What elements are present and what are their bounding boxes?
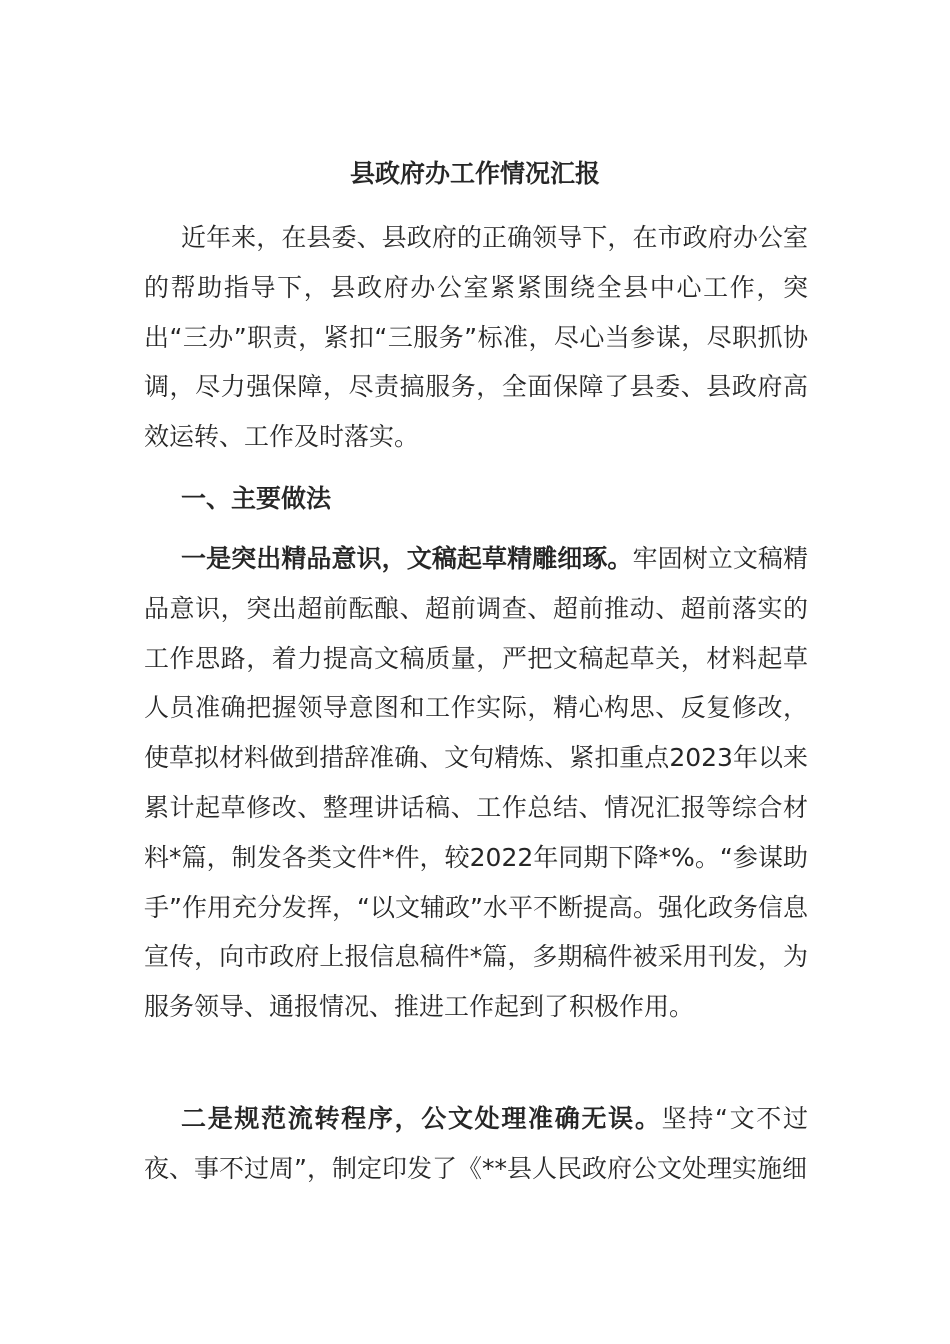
item-2-lead: 二是规范流转程序，公文处理准确无误。 bbox=[181, 1104, 662, 1133]
item-2-paragraph bbox=[144, 1094, 808, 1194]
item-paragraph-2 bbox=[144, 1094, 808, 1194]
item-1-paragraph bbox=[144, 534, 808, 1032]
item-paragraph-1 bbox=[144, 534, 808, 1032]
document-title: 县政府办工作情况汇报 bbox=[349, 159, 600, 188]
item-1-lead: 一是突出精品意识，文稿起草精雕细琢。 bbox=[181, 544, 633, 573]
item-2-text: 坚持“文不过夜、事不过周”，制定印发了《**县人民政府公文处理实施细 bbox=[144, 1104, 808, 1183]
intro-text: 近年来，在县委、县政府的正确领导下，在市政府办公室的帮助指导下，县政府办公室紧紧围绕全县中心工作，突出“三办”职责，紧扣“三服务”标准，尽心当参谋，尽职抓协调，尽力强保障，尽责搞服务，全面保障了县委、县政府高效运转、工作及时落实。 bbox=[144, 223, 808, 452]
section-heading-block bbox=[144, 474, 808, 524]
intro-paragraph bbox=[144, 213, 808, 462]
item-1-text: 牢固树立文稿精品意识，突出超前酝酿、超前调查、超前推动、超前落实的工作思路，着力提高文稿质量，严把文稿起草关，材料起草人员准确把握领导意图和工作实际，精心构思、反复修改，使草拟材料做到措辞准确、文句精炼、紧扣重点2023年以来累计起草修改、整理讲话稿、工作总结、情况汇报等综合材料*篇，制发各类文件*件，较2022年同期下降*%。“参谋助手”作用充分发挥，“以文辅政”水平不断提高。强化政务信息宣传，向市政府上报信息稿件*篇，多期稿件被采用刊发，为服务领导、通报情况、推进工作起到了积极作用。 bbox=[144, 544, 808, 1022]
section-heading: 一、主要做法 bbox=[181, 484, 332, 513]
